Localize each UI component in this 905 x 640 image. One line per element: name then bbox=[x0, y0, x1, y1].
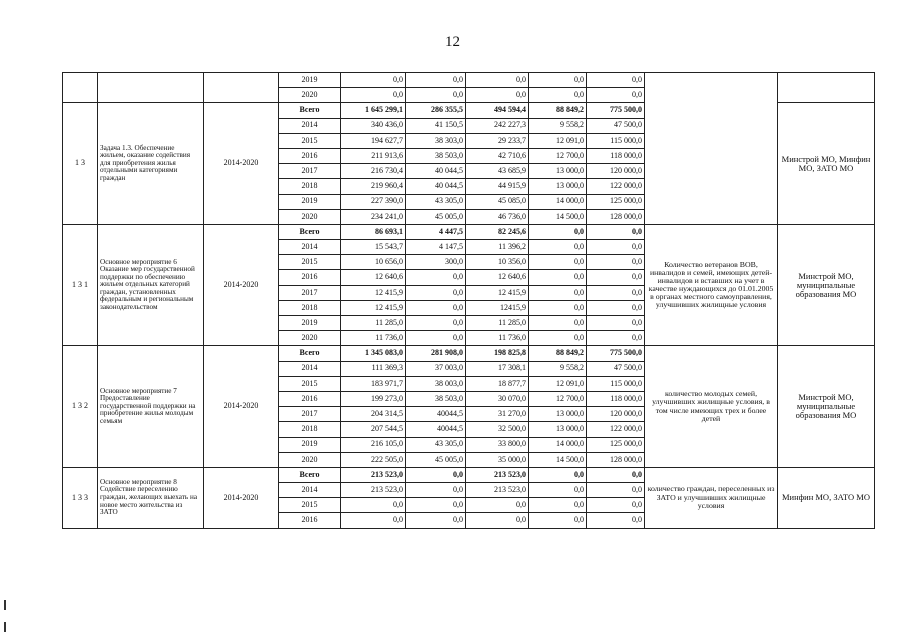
amount-cell: 115 000,0 bbox=[587, 376, 645, 391]
amount-cell: 213 523,0 bbox=[341, 483, 406, 498]
amount-cell: 9 558,2 bbox=[529, 361, 587, 376]
amount-cell: 242 227,3 bbox=[466, 118, 529, 133]
amount-cell: 227 390,0 bbox=[341, 194, 406, 209]
amount-cell: 43 305,0 bbox=[406, 194, 466, 209]
amount-cell: 340 436,0 bbox=[341, 118, 406, 133]
amount-cell: 12 415,9 bbox=[341, 300, 406, 315]
amount-cell: 0,0 bbox=[529, 467, 587, 482]
amount-cell: 0,0 bbox=[406, 300, 466, 315]
amount-cell: 0,0 bbox=[529, 224, 587, 239]
amount-cell: 18 877,7 bbox=[466, 376, 529, 391]
amount-cell: 213 523,0 bbox=[341, 467, 406, 482]
code-cell bbox=[63, 73, 98, 103]
amount-cell: 29 233,7 bbox=[466, 133, 529, 148]
amount-cell: 12 700,0 bbox=[529, 391, 587, 406]
table-row section-total-row bbox=[63, 467, 875, 482]
year-cell: 2017 bbox=[279, 407, 341, 422]
amount-cell: 10 656,0 bbox=[341, 255, 406, 270]
table-row section-total-row bbox=[63, 224, 875, 239]
amount-cell: 120 000,0 bbox=[587, 164, 645, 179]
amount-cell: 775 500,0 bbox=[587, 103, 645, 118]
year-cell: 2020 bbox=[279, 209, 341, 224]
amount-cell: 12 415,9 bbox=[466, 285, 529, 300]
section-code: 1 3 3 bbox=[63, 467, 98, 528]
amount-cell: 775 500,0 bbox=[587, 346, 645, 361]
budget-table bbox=[62, 72, 875, 529]
amount-cell: 128 000,0 bbox=[587, 209, 645, 224]
amount-cell: 0,0 bbox=[587, 270, 645, 285]
amount-cell: 1 345 083,0 bbox=[341, 346, 406, 361]
year-cell: 2014 bbox=[279, 483, 341, 498]
amount-cell: 40044,5 bbox=[406, 407, 466, 422]
amount-cell: 13 000,0 bbox=[529, 164, 587, 179]
year-cell: 2019 bbox=[279, 194, 341, 209]
section-indicator: количество граждан, переселенных из ЗАТО и улучшивших жилищные условия bbox=[645, 467, 778, 528]
amount-cell: 219 960,4 bbox=[341, 179, 406, 194]
section-period: 2014-2020 bbox=[204, 467, 279, 528]
amount-cell: 38 503,0 bbox=[406, 148, 466, 163]
section-period: 2014-2020 bbox=[204, 103, 279, 225]
amount-cell: 213 523,0 bbox=[466, 483, 529, 498]
year-cell: 2015 bbox=[279, 133, 341, 148]
section-name: Основное мероприятие 6 Оказание мер государственной поддержки по обеспечению жильем отдельных категорий граждан, установленных федеральным и региональным законодательством bbox=[98, 224, 204, 346]
amount-cell: 0,0 bbox=[587, 467, 645, 482]
amount-cell: 0,0 bbox=[529, 513, 587, 528]
amount-cell: 12 091,0 bbox=[529, 376, 587, 391]
amount-cell: 30 070,0 bbox=[466, 391, 529, 406]
section-name: Основное мероприятие 8 Содействие переселению граждан, желающих выехать на новое место жительства из ЗАТО bbox=[98, 467, 204, 528]
amount-cell: 11 285,0 bbox=[466, 316, 529, 331]
amount-cell: 86 693,1 bbox=[341, 224, 406, 239]
amount-cell: 0,0 bbox=[406, 331, 466, 346]
amount-cell: 0,0 bbox=[529, 270, 587, 285]
amount-cell: 0,0 bbox=[587, 285, 645, 300]
amount-cell: 33 800,0 bbox=[466, 437, 529, 452]
year-cell: 2020 bbox=[279, 331, 341, 346]
amount-cell: 45 005,0 bbox=[406, 452, 466, 467]
amount-cell: 0,0 bbox=[587, 240, 645, 255]
amount-cell: 40 044,5 bbox=[406, 179, 466, 194]
year-cell: 2016 bbox=[279, 391, 341, 406]
amount-cell: 42 710,6 bbox=[466, 148, 529, 163]
amount-cell: 198 825,8 bbox=[466, 346, 529, 361]
amount-cell: 115 000,0 bbox=[587, 133, 645, 148]
amount-cell: 0,0 bbox=[587, 88, 645, 103]
section-name: Основное мероприятие 7 Предоставление государственной поддержки на приобретение жилья молодым семьям bbox=[98, 346, 204, 468]
year-cell: 2016 bbox=[279, 513, 341, 528]
amount-cell: 43 685,9 bbox=[466, 164, 529, 179]
amount-cell: 45 005,0 bbox=[406, 209, 466, 224]
amount-cell: 0,0 bbox=[406, 316, 466, 331]
total-label: Всего bbox=[279, 103, 341, 118]
year-cell: 2016 bbox=[279, 270, 341, 285]
amount-cell: 213 523,0 bbox=[466, 467, 529, 482]
amount-cell: 40 044,5 bbox=[406, 164, 466, 179]
amount-cell: 40044,5 bbox=[406, 422, 466, 437]
year-cell: 2018 bbox=[279, 300, 341, 315]
amount-cell: 120 000,0 bbox=[587, 407, 645, 422]
amount-cell: 11 285,0 bbox=[341, 316, 406, 331]
amount-cell: 1 645 299,1 bbox=[341, 103, 406, 118]
amount-cell: 4 147,5 bbox=[406, 240, 466, 255]
amount-cell: 0,0 bbox=[406, 73, 466, 88]
amount-cell: 0,0 bbox=[529, 498, 587, 513]
amount-cell: 125 000,0 bbox=[587, 194, 645, 209]
executor-cell bbox=[778, 73, 875, 103]
amount-cell: 11 396,2 bbox=[466, 240, 529, 255]
year-cell: 2020 bbox=[279, 88, 341, 103]
amount-cell: 0,0 bbox=[466, 513, 529, 528]
amount-cell: 14 000,0 bbox=[529, 194, 587, 209]
year-cell: 2014 bbox=[279, 240, 341, 255]
amount-cell: 234 241,0 bbox=[341, 209, 406, 224]
amount-cell: 0,0 bbox=[466, 498, 529, 513]
amount-cell: 31 270,0 bbox=[466, 407, 529, 422]
year-cell: 2015 bbox=[279, 376, 341, 391]
amount-cell: 222 505,0 bbox=[341, 452, 406, 467]
amount-cell: 12 640,6 bbox=[466, 270, 529, 285]
amount-cell: 14 500,0 bbox=[529, 209, 587, 224]
amount-cell: 111 369,3 bbox=[341, 361, 406, 376]
budget-table-body bbox=[63, 73, 875, 529]
amount-cell: 0,0 bbox=[529, 316, 587, 331]
amount-cell: 0,0 bbox=[529, 255, 587, 270]
amount-cell: 0,0 bbox=[587, 331, 645, 346]
amount-cell: 0,0 bbox=[587, 513, 645, 528]
amount-cell: 0,0 bbox=[529, 300, 587, 315]
amount-cell: 82 245,6 bbox=[466, 224, 529, 239]
section-indicator: Количество ветеранов ВОВ, инвалидов и семей, имеющих детей-инвалидов и вставших на учет в качестве нуждающихся до 01.01.2005 в органах местного самоуправления, улучшивших жилищные условия bbox=[645, 224, 778, 346]
year-cell: 2014 bbox=[279, 361, 341, 376]
amount-cell: 0,0 bbox=[529, 88, 587, 103]
page-number: 12 bbox=[445, 34, 460, 50]
amount-cell: 216 730,4 bbox=[341, 164, 406, 179]
amount-cell: 0,0 bbox=[406, 483, 466, 498]
amount-cell: 13 000,0 bbox=[529, 407, 587, 422]
year-cell: 2017 bbox=[279, 285, 341, 300]
amount-cell: 0,0 bbox=[529, 331, 587, 346]
amount-cell: 0,0 bbox=[341, 498, 406, 513]
amount-cell: 12415,9 bbox=[466, 300, 529, 315]
amount-cell: 204 314,5 bbox=[341, 407, 406, 422]
section-executors: Минстрой МО, муниципальные образования МО bbox=[778, 346, 875, 468]
amount-cell: 35 000,0 bbox=[466, 452, 529, 467]
amount-cell: 211 913,6 bbox=[341, 148, 406, 163]
amount-cell: 0,0 bbox=[466, 73, 529, 88]
amount-cell: 0,0 bbox=[341, 513, 406, 528]
amount-cell: 12 091,0 bbox=[529, 133, 587, 148]
amount-cell: 125 000,0 bbox=[587, 437, 645, 452]
year-cell: 2015 bbox=[279, 498, 341, 513]
section-period: 2014-2020 bbox=[204, 224, 279, 346]
amount-cell: 0,0 bbox=[406, 88, 466, 103]
amount-cell: 122 000,0 bbox=[587, 422, 645, 437]
amount-cell: 44 915,9 bbox=[466, 179, 529, 194]
section-indicator: количество молодых семей, улучшивших жилищные условия, в том числе имеющих трех и более детей bbox=[645, 346, 778, 468]
amount-cell: 128 000,0 bbox=[587, 452, 645, 467]
scan-margin-mark bbox=[4, 600, 6, 610]
amount-cell: 216 105,0 bbox=[341, 437, 406, 452]
amount-cell: 0,0 bbox=[587, 224, 645, 239]
amount-cell: 0,0 bbox=[406, 270, 466, 285]
section-code: 1 3 2 bbox=[63, 346, 98, 468]
amount-cell: 43 305,0 bbox=[406, 437, 466, 452]
amount-cell: 0,0 bbox=[466, 88, 529, 103]
amount-cell: 0,0 bbox=[406, 498, 466, 513]
section-name: Задача 1.3. Обеспечение жильем, оказание содействия для приобретения жилья отдельными категориями граждан bbox=[98, 103, 204, 225]
amount-cell: 0,0 bbox=[529, 483, 587, 498]
amount-cell: 0,0 bbox=[587, 300, 645, 315]
year-cell: 2019 bbox=[279, 437, 341, 452]
amount-cell: 194 627,7 bbox=[341, 133, 406, 148]
section-executors: Минстрой МО, муниципальные образования МО bbox=[778, 224, 875, 346]
amount-cell: 199 273,0 bbox=[341, 391, 406, 406]
amount-cell: 0,0 bbox=[406, 513, 466, 528]
amount-cell: 0,0 bbox=[341, 73, 406, 88]
amount-cell: 10 356,0 bbox=[466, 255, 529, 270]
amount-cell: 0,0 bbox=[587, 255, 645, 270]
amount-cell: 0,0 bbox=[529, 73, 587, 88]
section-code: 1 3 bbox=[63, 103, 98, 225]
amount-cell: 17 308,1 bbox=[466, 361, 529, 376]
section-code: 1 3 1 bbox=[63, 224, 98, 346]
amount-cell: 281 908,0 bbox=[406, 346, 466, 361]
amount-cell: 118 000,0 bbox=[587, 391, 645, 406]
amount-cell: 300,0 bbox=[406, 255, 466, 270]
amount-cell: 0,0 bbox=[587, 73, 645, 88]
amount-cell: 46 736,0 bbox=[466, 209, 529, 224]
year-cell: 2018 bbox=[279, 179, 341, 194]
amount-cell: 15 543,7 bbox=[341, 240, 406, 255]
amount-cell: 0,0 bbox=[587, 316, 645, 331]
amount-cell: 0,0 bbox=[587, 483, 645, 498]
amount-cell: 13 000,0 bbox=[529, 179, 587, 194]
amount-cell: 12 415,9 bbox=[341, 285, 406, 300]
amount-cell: 0,0 bbox=[341, 88, 406, 103]
amount-cell: 37 003,0 bbox=[406, 361, 466, 376]
total-label: Всего bbox=[279, 346, 341, 361]
amount-cell: 9 558,2 bbox=[529, 118, 587, 133]
year-cell: 2018 bbox=[279, 422, 341, 437]
amount-cell: 0,0 bbox=[406, 285, 466, 300]
amount-cell: 4 447,5 bbox=[406, 224, 466, 239]
amount-cell: 12 700,0 bbox=[529, 148, 587, 163]
amount-cell: 0,0 bbox=[587, 498, 645, 513]
year-cell: 2020 bbox=[279, 452, 341, 467]
amount-cell: 11 736,0 bbox=[341, 331, 406, 346]
year-cell: 2014 bbox=[279, 118, 341, 133]
year-cell: 2016 bbox=[279, 148, 341, 163]
amount-cell: 38 503,0 bbox=[406, 391, 466, 406]
amount-cell: 88 849,2 bbox=[529, 346, 587, 361]
period-cell bbox=[204, 73, 279, 103]
name-cell bbox=[98, 73, 204, 103]
amount-cell: 12 640,6 bbox=[341, 270, 406, 285]
year-cell: 2017 bbox=[279, 164, 341, 179]
amount-cell: 122 000,0 bbox=[587, 179, 645, 194]
amount-cell: 38 303,0 bbox=[406, 133, 466, 148]
amount-cell: 47 500,0 bbox=[587, 118, 645, 133]
amount-cell: 13 000,0 bbox=[529, 422, 587, 437]
amount-cell: 88 849,2 bbox=[529, 103, 587, 118]
total-label: Всего bbox=[279, 467, 341, 482]
table-row section-total-row bbox=[63, 346, 875, 361]
table-row bbox=[63, 73, 875, 88]
amount-cell: 38 003,0 bbox=[406, 376, 466, 391]
section-executors: Минстрой МО, Минфин МО, ЗАТО МО bbox=[778, 103, 875, 225]
amount-cell: 0,0 bbox=[529, 240, 587, 255]
year-cell: 2015 bbox=[279, 255, 341, 270]
amount-cell: 32 500,0 bbox=[466, 422, 529, 437]
amount-cell: 494 594,4 bbox=[466, 103, 529, 118]
amount-cell: 118 000,0 bbox=[587, 148, 645, 163]
scan-margin-mark bbox=[4, 622, 6, 632]
amount-cell: 207 544,5 bbox=[341, 422, 406, 437]
amount-cell: 11 736,0 bbox=[466, 331, 529, 346]
amount-cell: 0,0 bbox=[406, 467, 466, 482]
section-executors: Минфин МО, ЗАТО МО bbox=[778, 467, 875, 528]
amount-cell: 45 085,0 bbox=[466, 194, 529, 209]
amount-cell: 183 971,7 bbox=[341, 376, 406, 391]
amount-cell: 14 000,0 bbox=[529, 437, 587, 452]
year-cell: 2019 bbox=[279, 73, 341, 88]
amount-cell: 0,0 bbox=[529, 285, 587, 300]
amount-cell: 14 500,0 bbox=[529, 452, 587, 467]
total-label: Всего bbox=[279, 224, 341, 239]
amount-cell: 47 500,0 bbox=[587, 361, 645, 376]
amount-cell: 286 355,5 bbox=[406, 103, 466, 118]
year-cell: 2019 bbox=[279, 316, 341, 331]
amount-cell: 41 150,5 bbox=[406, 118, 466, 133]
section-period: 2014-2020 bbox=[204, 346, 279, 468]
indicator-cell bbox=[645, 73, 778, 225]
